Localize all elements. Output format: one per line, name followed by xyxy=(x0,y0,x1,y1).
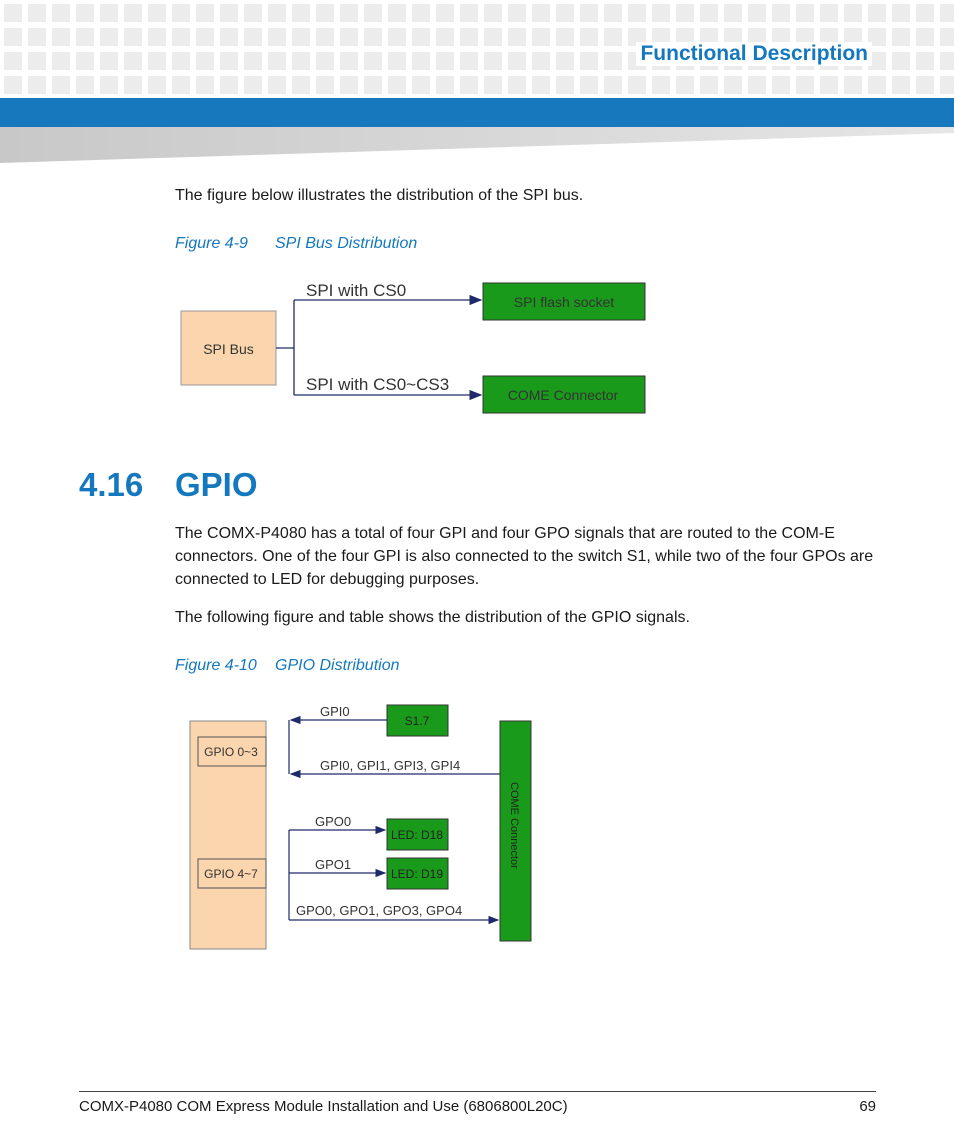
gpo-all-label: GPO0, GPO1, GPO3, GPO4 xyxy=(296,903,463,918)
running-header-title: Functional Description xyxy=(636,42,872,66)
section-number: 4.16 xyxy=(79,466,144,503)
gpi0-label: GPI0 xyxy=(320,704,350,719)
spi-line-top-label: SPI with CS0 xyxy=(306,281,407,300)
figure-gpio-title: GPIO Distribution xyxy=(275,657,400,674)
led-d19-label: LED: D19 xyxy=(390,867,444,881)
header-grey-wedge xyxy=(0,127,954,163)
gpo1-label: GPO1 xyxy=(315,857,352,872)
gpio-paragraph-2: The following figure and table shows the distribution of the GPIO signals. xyxy=(175,609,690,626)
footer-rule xyxy=(79,1091,876,1092)
figure-spi-title: SPI Bus Distribution xyxy=(275,235,418,252)
section-title: GPIO xyxy=(175,466,258,503)
spi-diagram xyxy=(0,270,954,430)
figure-spi-caption xyxy=(175,235,417,253)
figure-spi-number: Figure 4-9 xyxy=(175,235,248,252)
switch-s1-label: S1.7 xyxy=(404,714,430,728)
gpio-group-bottom-label: GPIO 4~7 xyxy=(204,867,258,881)
gpio-diagram xyxy=(0,690,954,960)
spi-intro-text: The figure below illustrates the distribution of the SPI bus. xyxy=(175,187,584,204)
spi-line-bottom-label: SPI with CS0~CS3 xyxy=(306,375,450,394)
led-d18-label: LED: D18 xyxy=(390,828,444,842)
section-heading xyxy=(79,466,258,504)
figure-gpio-caption xyxy=(175,657,399,675)
gpio-paragraph-1: The COMX-P4080 has a total of four GPI and four GPO signals that are routed to the COM-E connectors. One of the four GPI is also connected to the switch S1, while two of the four GPOs are connected to LED for debugging purposes. xyxy=(175,525,874,588)
spi-bus-label: SPI Bus xyxy=(203,341,254,357)
footer-page-number: 69 xyxy=(859,1098,876,1115)
spi-flash-socket-label: SPI flash socket xyxy=(513,294,615,310)
gpi-all-label: GPI0, GPI1, GPI3, GPI4 xyxy=(320,758,461,773)
header-blue-bar xyxy=(0,98,954,127)
footer-document-title: COMX-P4080 COM Express Module Installation and Use (6806800L20C) xyxy=(79,1098,568,1115)
gpio-group-top-label: GPIO 0~3 xyxy=(204,745,258,759)
gpo0-label: GPO0 xyxy=(315,814,352,829)
come-connector-label: COME Connector xyxy=(508,782,520,869)
spi-come-connector-label: COME Connector xyxy=(507,387,619,403)
figure-gpio-number: Figure 4-10 xyxy=(175,657,257,674)
